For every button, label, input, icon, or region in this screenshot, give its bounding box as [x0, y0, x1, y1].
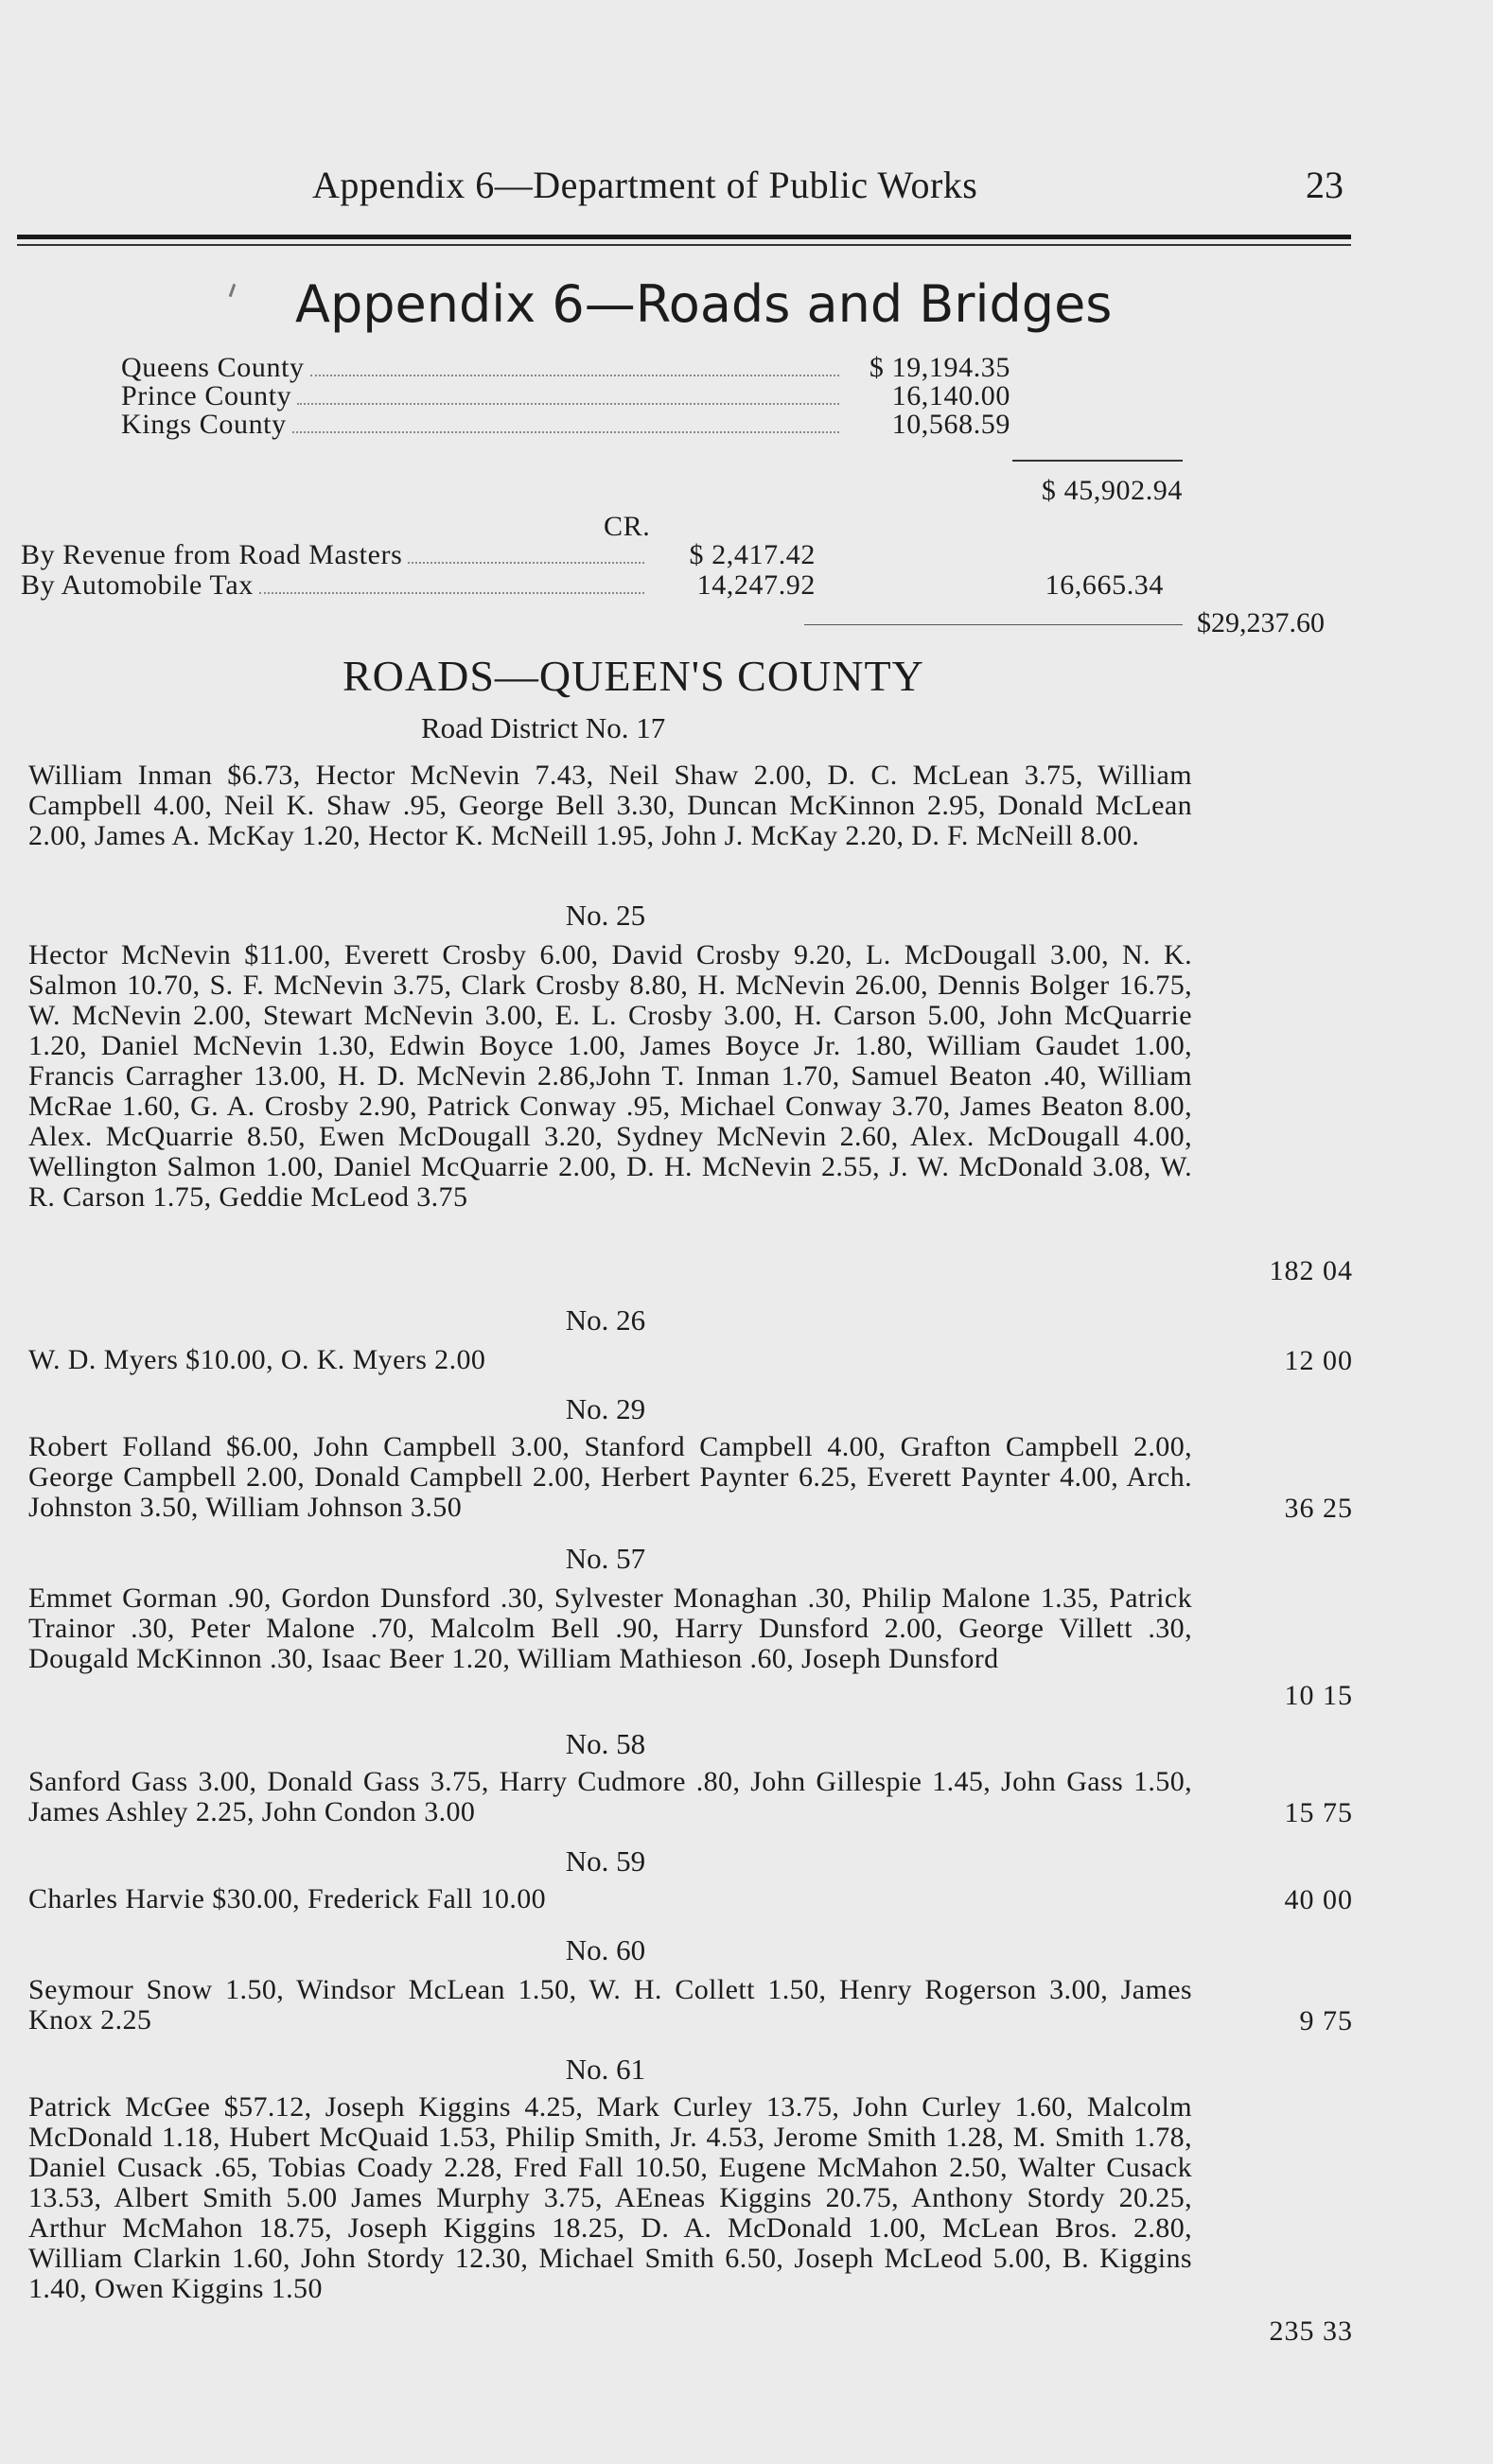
credit-amount: $ 2,417.42: [689, 539, 816, 570]
credit-amount: 14,247.92: [696, 569, 816, 601]
credit-label: CR.: [604, 511, 651, 542]
district-number: No. 26: [565, 1303, 646, 1337]
dot-leader: [408, 562, 644, 564]
payment-list: Sanford Gass 3.00, Donald Gass 3.75, Harry Cudmore .80, John Gillespie 1.45, John Gass 1.50, James Ashley 2.25, John Condon 3.00: [28, 1766, 1192, 1827]
district-total: 36 25: [1284, 1493, 1353, 1524]
header-rule: [17, 235, 1351, 239]
page-number: 23: [1306, 164, 1344, 206]
payment-list: Emmet Gorman .90, Gordon Dunsford .30, Sylvester Monaghan .30, Philip Malone 1.35, Patrick Trainor .30, Peter Malone .70, Malcolm Bell .90, Harry Dunsford 2.00, George Villett .30, Dougald McKinnon .30, Isaac Beer 1.20, William Mathieson .60, Joseph Dunsford: [28, 1582, 1192, 1674]
county-row: [121, 409, 1010, 441]
district-number: No. 58: [565, 1727, 646, 1760]
roads-section-title: ROADS—QUEEN'S COUNTY: [343, 652, 924, 700]
dot-leader: [292, 431, 839, 433]
payment-list: Charles Harvie $30.00, Frederick Fall 10.00: [28, 1883, 547, 1914]
credit-description: By Automobile Tax: [21, 569, 254, 601]
district-number: No. 29: [565, 1392, 646, 1425]
district-title: Road District No. 17: [421, 711, 666, 744]
county-amount: $ 19,194.35: [869, 352, 1010, 383]
dot-leader: [310, 375, 839, 376]
payment-list: W. D. Myers $10.00, O. K. Myers 2.00: [28, 1344, 486, 1375]
county-label: Prince County: [121, 380, 292, 411]
district-number: No. 61: [565, 2053, 646, 2086]
district-number: No. 60: [565, 1933, 646, 1966]
dot-leader: [297, 403, 839, 405]
print-mark: [229, 284, 237, 297]
county-row: [121, 352, 1010, 384]
credits-total: 16,665.34: [1045, 569, 1164, 601]
district-number: No. 25: [565, 899, 646, 932]
district-number: No. 59: [565, 1844, 646, 1878]
running-header-title: Appendix 6—Department of Public Works: [312, 164, 978, 206]
grand-total: $29,237.60: [1197, 607, 1325, 638]
district-total: 40 00: [1284, 1884, 1353, 1915]
county-amount: 10,568.59: [891, 409, 1010, 440]
county-label: Kings County: [121, 409, 287, 440]
district-total: 15 75: [1284, 1797, 1353, 1828]
header-rule-thin: [17, 244, 1351, 246]
payment-list: Seymour Snow 1.50, Windsor McLean 1.50, W. H. Collett 1.50, Henry Rogerson 3.00, James Knox 2.25: [28, 1974, 1192, 2036]
district-total: 9 75: [1299, 2005, 1353, 2036]
district-total: 10 15: [1284, 1680, 1353, 1711]
total-rule: [804, 624, 1183, 625]
payment-list: Patrick McGee $57.12, Joseph Kiggins 4.25, Mark Curley 13.75, John Curley 1.60, Malcolm McDonald 1.18, Hubert McQuaid 1.53, Philip Smith, Jr. 4.53, Jerome Smith 1.28, M. Smith 1.78, Daniel Cusack .65, Tobias Coady 2.28, Fred Fall 10.50, Eugene McMahon 2.50, Walter Cusack 13.53, Albert Smith 5.00 James Murphy 3.75, AEneas Kiggins 20.75, Anthony Stordy 20.25, Arthur McMahon 18.75, Joseph Kiggins 18.25, D. A. McDonald 1.00, McLean Bros. 2.80, William Clarkin 1.60, John Stordy 12.30, Michael Smith 6.50, Joseph McLeod 5.00, B. Kiggins 1.40, Owen Kiggins 1.50: [28, 2091, 1192, 2304]
district-number: No. 57: [565, 1542, 646, 1575]
appendix-title: Appendix 6—Roads and Bridges: [295, 274, 1113, 334]
payment-list: William Inman $6.73, Hector McNevin 7.43, Neil Shaw 2.00, D. C. McLean 3.75, William Campbell 4.00, Neil K. Shaw .95, George Bell 3.30, Duncan McKinnon 2.95, Donald McLean 2.00, James A. McKay 1.20, Hector K. McNeill 1.95, John J. McKay 2.20, D. F. McNeill 8.00.: [28, 760, 1192, 851]
payment-list: Robert Folland $6.00, John Campbell 3.00, Stanford Campbell 4.00, Grafton Campbell 2.00, George Campbell 2.00, Donald Campbell 2.00, Herbert Paynter 6.25, Everett Paynter 4.00, Arch. Johnston 3.50, William Johnson 3.50: [28, 1431, 1192, 1523]
district-total: 235 33: [1269, 2315, 1353, 2347]
county-row: [121, 380, 1010, 412]
payment-list: Hector McNevin $11.00, Everett Crosby 6.00, David Crosby 9.20, L. McDougall 3.00, N. K. Salmon 10.70, S. F. McNevin 3.75, Clark Crosby 8.80, H. McNevin 26.00, Dennis Bolger 16.75, W. McNevin 2.00, Stewart McNevin 3.00, E. L. Crosby 3.00, H. Carson 5.00, John McQuarrie 1.20, Daniel McNevin 1.30, Edwin Boyce 1.00, James Boyce Jr. 1.80, William Gaudet 1.00, Francis Carragher 13.00, H. D. McNevin 2.86,John T. Inman 1.70, Samuel Beaton .40, William McRae 1.60, G. A. Crosby 2.90, Patrick Conway .95, Michael Conway 3.70, James Beaton 8.00, Alex. McQuarrie 8.50, Ewen McDougall 3.20, Sydney McNevin 2.60, Alex. McDougall 4.00, Wellington Salmon 1.00, Daniel McQuarrie 2.00, D. H. McNevin 2.55, J. W. McDonald 3.08, W. R. Carson 1.75, Geddie McLeod 3.75: [28, 939, 1192, 1213]
county-amount: 16,140.00: [891, 380, 1010, 411]
dot-leader: [259, 592, 644, 594]
credit-row: [21, 539, 816, 571]
county-label: Queens County: [121, 352, 305, 383]
counties-total: $ 45,902.94: [1041, 475, 1183, 506]
credit-description: By Revenue from Road Masters: [21, 539, 403, 570]
credit-row: [21, 569, 816, 602]
district-total: 182 04: [1269, 1255, 1353, 1286]
sum-rule: [1012, 460, 1183, 462]
district-total: 12 00: [1284, 1345, 1353, 1376]
